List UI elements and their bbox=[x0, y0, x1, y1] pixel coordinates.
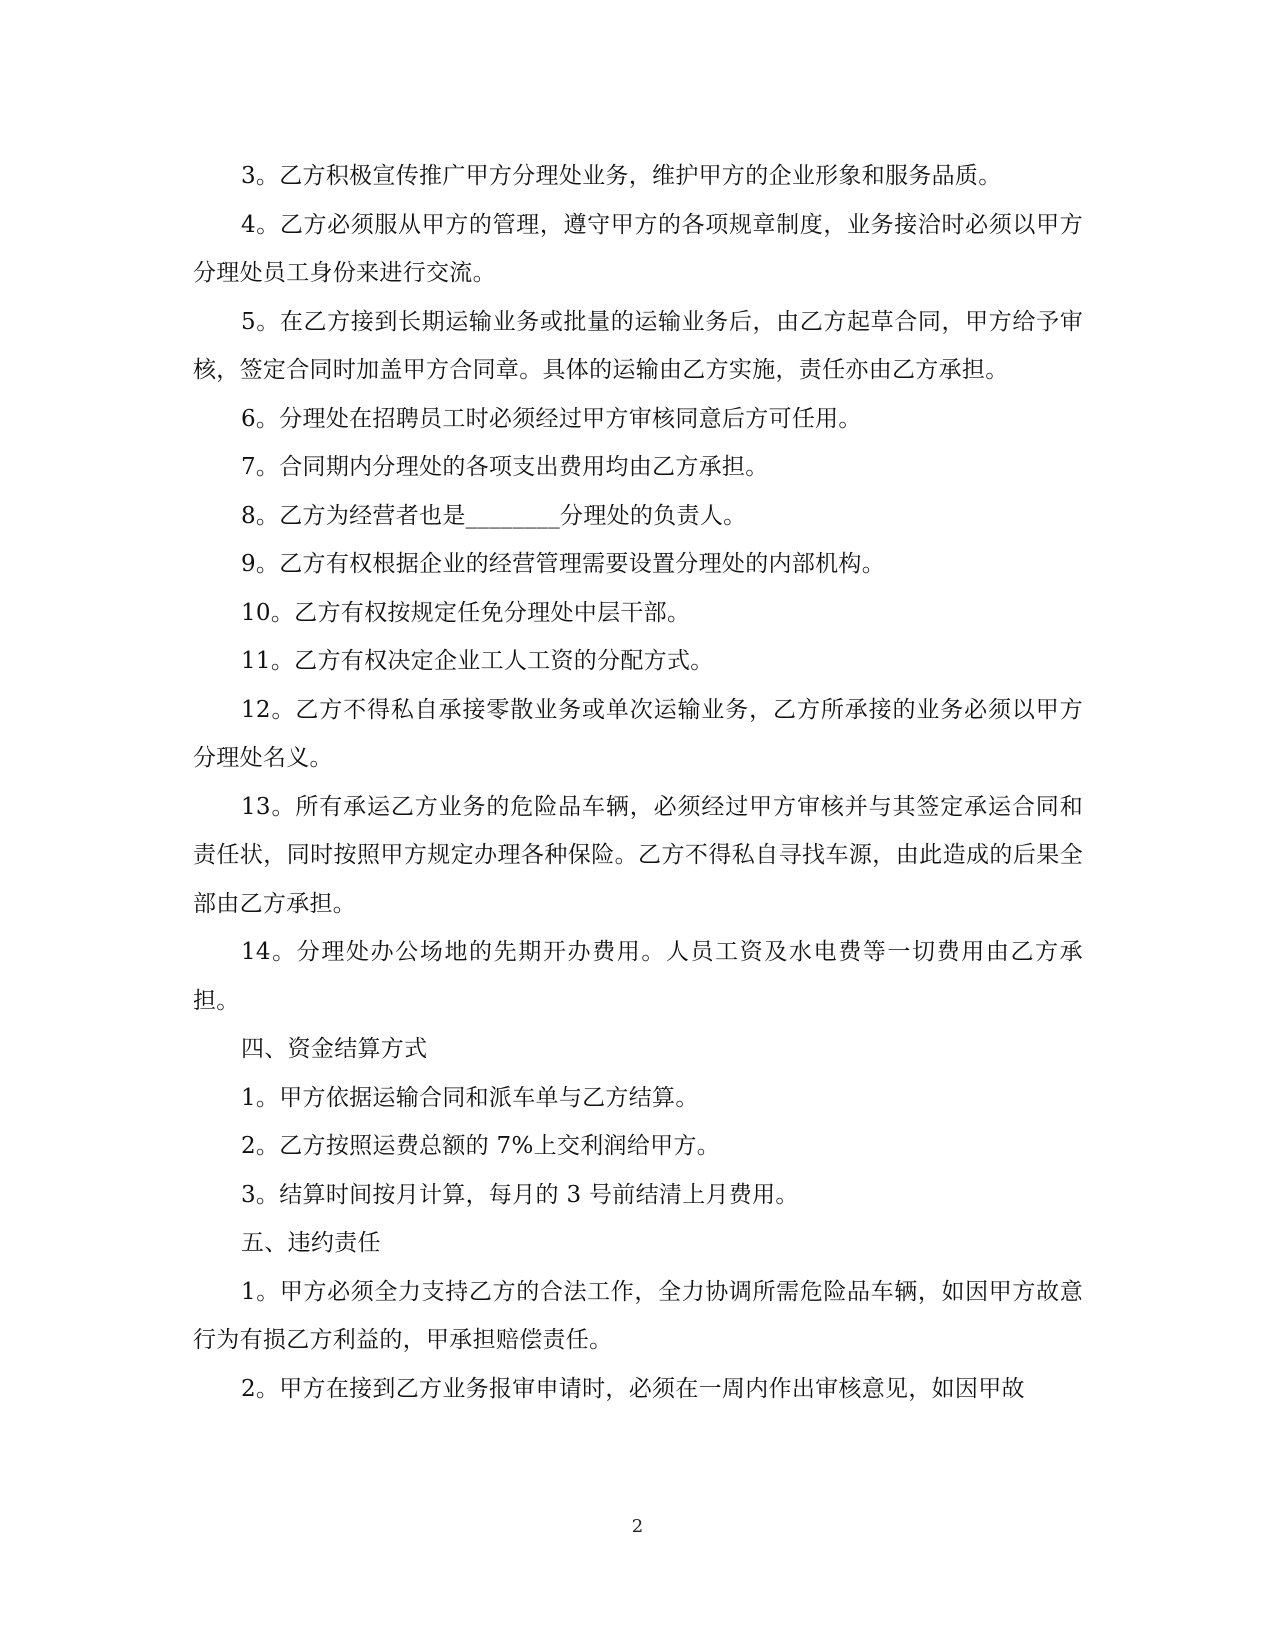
clause-8-operator: 8。乙方为经营者也是________分理处的负责人。 bbox=[241, 502, 747, 529]
page-number: 2 bbox=[631, 1516, 644, 1537]
liability-clause-2: 2。甲方在接到乙方业务报审申请时，必须在一周内作出审核意见，如因甲故 bbox=[241, 1375, 1025, 1402]
document-body bbox=[193, 152, 1083, 1413]
section-heading-settlement: 四、资金结算方式 bbox=[241, 1036, 428, 1062]
clause-9-organization: 9。乙方有权根据企业的经营管理需要设置分理处的内部机构。 bbox=[241, 551, 886, 577]
clause-4-management: 4。乙方必须服从甲方的管理，遵守甲方的各项规章制度，业务接洽时必须以甲方分理处员工身份来进行交流。 bbox=[193, 211, 1083, 286]
settlement-clause-1: 1。甲方依据运输合同和派车单与乙方结算。 bbox=[241, 1084, 699, 1111]
clause-7-expenses: 7。合同期内分理处的各项支出费用均由乙方承担。 bbox=[241, 454, 769, 480]
clause-12-business-name: 12。乙方不得私自承接零散业务或单次运输业务，乙方所承接的业务必须以甲方分理处名义。 bbox=[193, 696, 1083, 771]
clause-14-office-costs: 14。分理处办公场地的先期开办费用。人员工资及水电费等一切费用由乙方承担。 bbox=[193, 939, 1083, 1014]
clause-3-promotion: 3。乙方积极宣传推广甲方分理处业务，维护甲方的企业形象和服务品质。 bbox=[241, 163, 1002, 189]
clause-5-contracts: 5。在乙方接到长期运输业务或批量的运输业务后，由乙方起草合同，甲方给予审核，签定合同时加盖甲方合同章。具体的运输由乙方实施，责任亦由乙方承担。 bbox=[193, 308, 1083, 383]
liability-clause-1: 1。甲方必须全力支持乙方的合法工作，全力协调所需危险品车辆，如因甲方故意行为有损乙方利益的，甲承担赔偿责任。 bbox=[193, 1278, 1083, 1353]
clause-13-vehicles: 13。所有承运乙方业务的危险品车辆，必须经过甲方审核并与其签定承运合同和责任状，同时按照甲方规定办理各种保险。乙方不得私自寻找车源，由此造成的后果全部由乙方承担。 bbox=[193, 793, 1083, 917]
settlement-clause-2: 2。乙方按照运费总额的 7%上交利润给甲方。 bbox=[241, 1133, 721, 1159]
clause-6-hiring: 6。分理处在招聘员工时必须经过甲方审核同意后方可任用。 bbox=[241, 405, 862, 432]
section-heading-liability: 五、违约责任 bbox=[241, 1230, 381, 1256]
clause-11-wages: 11。乙方有权决定企业工人工资的分配方式。 bbox=[241, 648, 714, 674]
settlement-clause-3: 3。结算时间按月计算，每月的 3 号前结清上月费用。 bbox=[241, 1181, 799, 1208]
clause-10-appointments: 10。乙方有权按规定任免分理处中层干部。 bbox=[241, 599, 691, 626]
